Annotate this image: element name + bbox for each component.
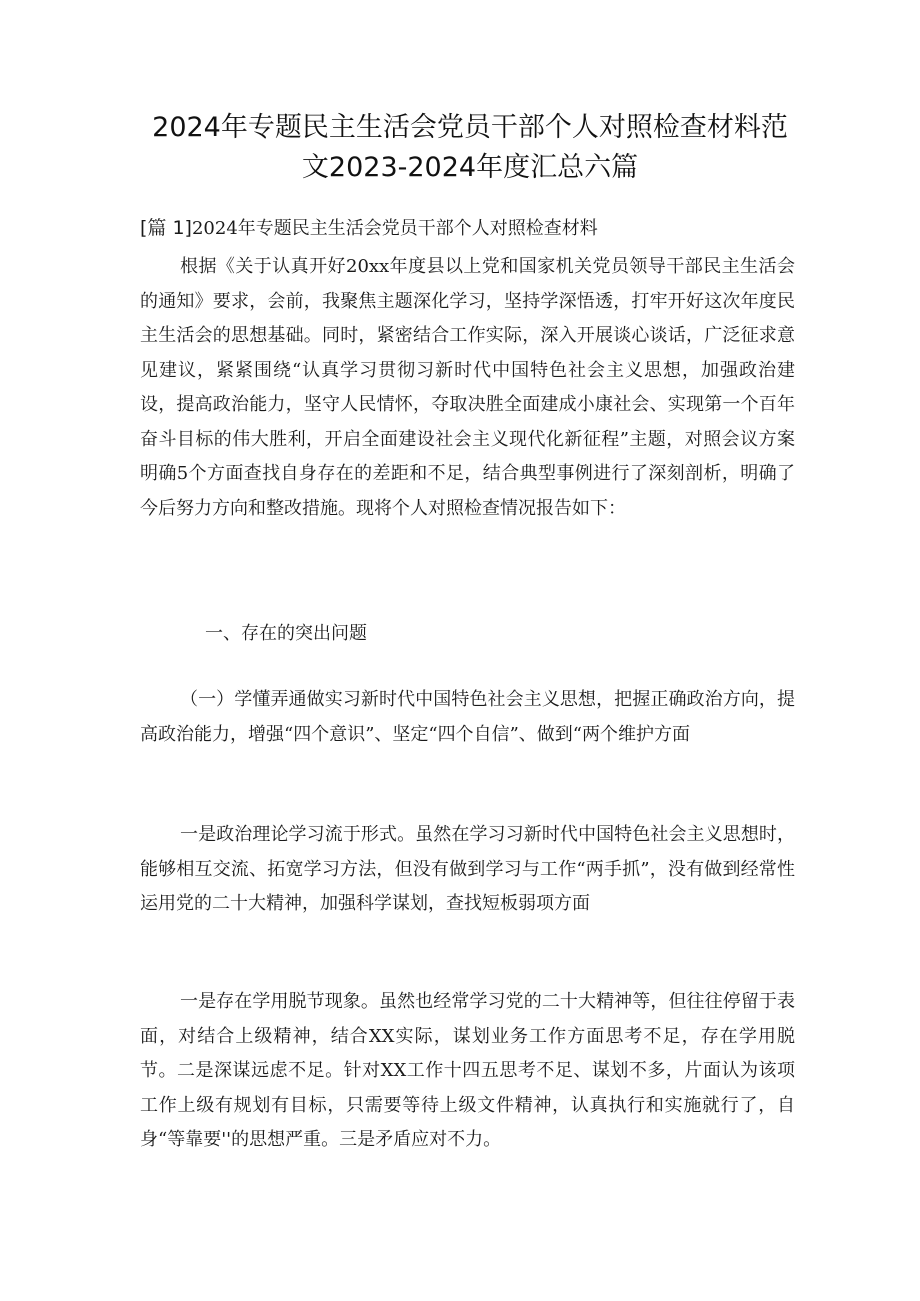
intro-paragraph: 根据《关于认真开好20xx年度县以上党和国家机关党员领导干部民主生活会的通知》要求，会前，我聚焦主题深化学习，坚持学深悟透，打牢开好这次年度民主生活会的思想基础。同时，紧密结合工作实际，深入开展谈心谈话，广泛征求意见建议，紧紧围绕“认真学习贯彻习新时代中国特色社会主义思想，加强政治建设，提高政治能力，坚守人民情怀，夺取决胜全面建成小康社会、实现第一个百年奋斗目标的伟大胜利，开启全面建设社会主义现代化新征程”主题，对照会议方案明确5个方面查找自身存在的差距和不足，结合典型事例进行了深刻剖析，明确了今后努力方向和整改措施。现将个人对照检查情况报告如下：: [140, 256, 795, 519]
section-heading: 一、存在的突出问题: [205, 623, 367, 644]
problem-detail-paragraph: 一是存在学用脱节现象。虽然也经常学习党的二十大精神等，但往往停留于表面，对结合上级精神，结合XX实际，谋划业务工作方面思考不足，存在学用脱节。二是深谋远虑不足。针对XX工作十四五思考不足、谋划不多，片面认为该项工作上级有规划有目标，只需要等待上级文件精神，认真执行和实施就行了，自身“等靠要''的思想严重。三是矛盾应对不力。: [140, 991, 795, 1150]
article-number-tag: [篇 1]: [140, 217, 192, 239]
article-subheading-text: 2024年专题民主生活会党员干部个人对照检查材料: [191, 218, 598, 239]
title-line-1: 2024年专题民主生活会党员干部个人对照检查材料范: [152, 112, 788, 143]
problem-point-paragraph: 一是政治理论学习流于形式。虽然在学习习新时代中国特色社会主义思想时，能够相互交流、拓宽学习方法，但没有做到学习与工作“两手抓”，没有做到经常性运用党的二十大精神，加强科学谋划，查找短板弱项方面: [140, 824, 795, 914]
document-title: [150, 108, 790, 188]
item-heading-paragraph: （一）学懂弄通做实习新时代中国特色社会主义思想，把握正确政治方向，提高政治能力，增强“四个意识”、坚定“四个自信”、做到“两个维护方面: [140, 689, 795, 745]
article-subheading: [140, 214, 598, 243]
title-line-2: 文2023-2024年度汇总六篇: [301, 152, 639, 183]
